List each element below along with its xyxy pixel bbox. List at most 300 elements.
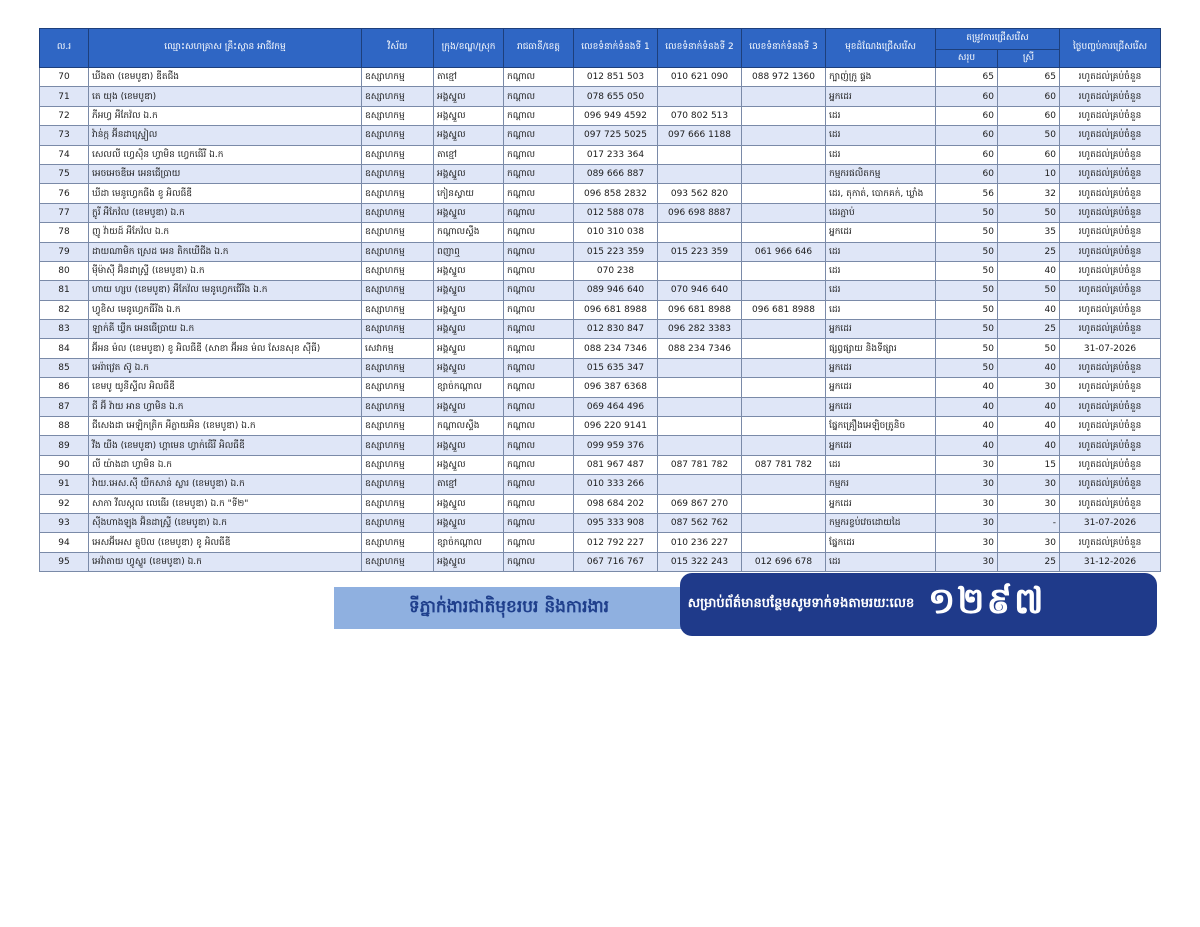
cell-deadline: រហូតដល់គ្រប់ចំនួន — [1060, 87, 1161, 106]
cell-p1: 088 234 7346 — [574, 339, 658, 358]
cell-province: កណ្ដាល — [504, 145, 574, 164]
cell-sector: ឧស្សាហកម្ម — [362, 436, 434, 455]
cell-company: ហ្វូខិស មេនូហ្វេកធីរីង ឯ.ក — [89, 300, 362, 319]
cell-total: 30 — [936, 533, 998, 552]
cell-p1: 012 851 503 — [574, 68, 658, 87]
cell-p3 — [742, 87, 826, 106]
cell-company: សេលលី ហ្វេស៊ិន ហ្វាមិន ហ្វេកធើរី ឯ.ក — [89, 145, 362, 164]
cell-p3: 061 966 646 — [742, 242, 826, 261]
cell-total: 30 — [936, 455, 998, 474]
cell-p1: 017 233 364 — [574, 145, 658, 164]
cell-district: អង្គស្នួល — [434, 126, 504, 145]
cell-female: 25 — [998, 320, 1060, 339]
cell-female: 15 — [998, 455, 1060, 474]
cell-female: 25 — [998, 242, 1060, 261]
cell-p3 — [742, 436, 826, 455]
cell-deadline: រហូតដល់គ្រប់ចំនួន — [1060, 281, 1161, 300]
cell-position: ដេរ — [826, 300, 936, 319]
cell-province: កណ្ដាល — [504, 203, 574, 222]
cell-company: ឃីងតា (ខេមបូឌា) ឌីតជីង — [89, 68, 362, 87]
cell-deadline: 31-07-2026 — [1060, 339, 1161, 358]
cell-no: 95 — [40, 552, 89, 571]
hotline-note: សម្រាប់ព័ត៌មានបន្ថែមសូមទាក់ទងតាមរយៈលេខ — [687, 596, 915, 612]
cell-sector: ឧស្សាហកម្ម — [362, 281, 434, 300]
cell-total: 50 — [936, 320, 998, 339]
cell-p2 — [658, 397, 742, 416]
table-row — [40, 455, 1161, 474]
cell-no: 88 — [40, 417, 89, 436]
cell-district: អង្គស្នួល — [434, 261, 504, 280]
header-female: ស្រី — [998, 50, 1060, 68]
cell-p2 — [658, 145, 742, 164]
cell-position: អ្នកដេរ — [826, 320, 936, 339]
cell-province: កណ្ដាល — [504, 533, 574, 552]
cell-company: ហាយ ហ្សប (ខេមបូឌា) អឹភែវ៉ល មេនូហ្វេកជើរីង ឯ.ក — [89, 281, 362, 300]
cell-p1: 012 792 227 — [574, 533, 658, 552]
cell-p3 — [742, 397, 826, 416]
cell-p2 — [658, 378, 742, 397]
header-province: រាជធានី/ខេត្ត — [504, 29, 574, 68]
cell-sector: ឧស្សាហកម្ម — [362, 261, 434, 280]
cell-p1: 096 858 2832 — [574, 184, 658, 203]
agency-name: ទីភ្នាក់ងារជាតិមុខរបរ និងការងារ — [408, 596, 610, 617]
cell-province: កណ្ដាល — [504, 455, 574, 474]
cell-district: ពញាឮ — [434, 242, 504, 261]
cell-female: 32 — [998, 184, 1060, 203]
cell-female: 50 — [998, 126, 1060, 145]
cell-province: កណ្ដាល — [504, 320, 574, 339]
cell-district: អង្គស្នួល — [434, 494, 504, 513]
cell-total: 50 — [936, 203, 998, 222]
cell-p2 — [658, 358, 742, 377]
cell-position: ដេរ — [826, 455, 936, 474]
cell-p2 — [658, 475, 742, 494]
cell-deadline: រហូតដល់គ្រប់ចំនួន — [1060, 106, 1161, 125]
cell-no: 71 — [40, 87, 89, 106]
cell-sector: ឧស្សាហកម្ម — [362, 184, 434, 203]
cell-p1: 096 949 4592 — [574, 106, 658, 125]
cell-p1: 012 588 078 — [574, 203, 658, 222]
cell-p1: 089 946 640 — [574, 281, 658, 300]
cell-company: តេ យុង (ខេមបូឌា) — [89, 87, 362, 106]
cell-p1: 015 223 359 — [574, 242, 658, 261]
hotline-number: ១២៩៧ — [928, 581, 1046, 622]
cell-p1: 095 333 908 — [574, 513, 658, 532]
cell-female: 60 — [998, 87, 1060, 106]
cell-p1: 010 333 266 — [574, 475, 658, 494]
cell-position: អ្នកដេរ — [826, 397, 936, 416]
cell-female: 50 — [998, 281, 1060, 300]
header-total: សរុប — [936, 50, 998, 68]
cell-province: កណ្ដាល — [504, 223, 574, 242]
cell-p2: 087 562 762 — [658, 513, 742, 532]
cell-deadline: 31-12-2026 — [1060, 552, 1161, 571]
cell-deadline: រហូតដល់គ្រប់ចំនួន — [1060, 242, 1161, 261]
cell-sector: ឧស្សាហកម្ម — [362, 513, 434, 532]
cell-p1: 099 959 376 — [574, 436, 658, 455]
table-row — [40, 552, 1161, 571]
cell-p3 — [742, 320, 826, 339]
cell-p2: 093 562 820 — [658, 184, 742, 203]
cell-province: កណ្ដាល — [504, 242, 574, 261]
cell-no: 80 — [40, 261, 89, 280]
cell-total: 60 — [936, 106, 998, 125]
cell-total: 40 — [936, 417, 998, 436]
cell-company: វ៉ាន់ក្ក អ៊ីនដាស្ទ្រៀល — [89, 126, 362, 145]
cell-district: អង្គស្នួល — [434, 513, 504, 532]
cell-position: ដេរ — [826, 261, 936, 280]
cell-deadline: រហូតដល់គ្រប់ចំនួន — [1060, 126, 1161, 145]
cell-p3 — [742, 145, 826, 164]
cell-p2: 087 781 782 — [658, 455, 742, 474]
cell-female: 40 — [998, 261, 1060, 280]
cell-province: កណ្ដាល — [504, 87, 574, 106]
cell-district: អង្គស្នួល — [434, 397, 504, 416]
cell-district: អង្គស្នួល — [434, 300, 504, 319]
table-row — [40, 184, 1161, 203]
cell-sector: ឧស្សាហកម្ម — [362, 203, 434, 222]
cell-district: អង្គស្នួល — [434, 106, 504, 125]
cell-deadline: 31-07-2026 — [1060, 513, 1161, 532]
cell-total: 56 — [936, 184, 998, 203]
table-row — [40, 417, 1161, 436]
cell-p1: 097 725 5025 — [574, 126, 658, 145]
cell-female: 30 — [998, 494, 1060, 513]
cell-position: អ្នកដេរ — [826, 358, 936, 377]
cell-total: 60 — [936, 126, 998, 145]
table-row — [40, 533, 1161, 552]
cell-p1: 012 830 847 — [574, 320, 658, 339]
table-row — [40, 106, 1161, 125]
cell-position: ដេរ — [826, 242, 936, 261]
cell-district: តាខ្មៅ — [434, 475, 504, 494]
cell-position: អ្នកដេរ — [826, 87, 936, 106]
cell-no: 70 — [40, 68, 89, 87]
cell-deadline: រហូតដល់គ្រប់ចំនួន — [1060, 358, 1161, 377]
header-phone-1: លេខទំនាក់ទំនងទី 1 — [574, 29, 658, 68]
cell-position: ដេរ — [826, 145, 936, 164]
table-row — [40, 378, 1161, 397]
cell-p2: 088 234 7346 — [658, 339, 742, 358]
cell-position: ដេរ — [826, 281, 936, 300]
cell-district: អង្គស្នួល — [434, 281, 504, 300]
cell-p3 — [742, 513, 826, 532]
cell-p3 — [742, 281, 826, 300]
cell-province: កណ្ដាល — [504, 261, 574, 280]
cell-district: ខ្សាច់កណ្ដាល — [434, 533, 504, 552]
cell-no: 86 — [40, 378, 89, 397]
cell-district: អង្គស្នួល — [434, 455, 504, 474]
cell-position: ដេរ — [826, 106, 936, 125]
header-company: ឈ្មោះសហគ្រាស គ្រឹះស្ថាន អាជីវកម្ម — [89, 29, 362, 68]
cell-no: 84 — [40, 339, 89, 358]
cell-sector: ឧស្សាហកម្ម — [362, 417, 434, 436]
cell-no: 72 — [40, 106, 89, 125]
cell-deadline: រហូតដល់គ្រប់ចំនួន — [1060, 436, 1161, 455]
cell-deadline: រហូតដល់គ្រប់ចំនួន — [1060, 455, 1161, 474]
cell-female: 30 — [998, 378, 1060, 397]
cell-p3 — [742, 261, 826, 280]
cell-p2: 069 867 270 — [658, 494, 742, 513]
table-row — [40, 242, 1161, 261]
cell-female: 40 — [998, 300, 1060, 319]
cell-p2: 015 322 243 — [658, 552, 742, 571]
cell-female: 50 — [998, 339, 1060, 358]
cell-position: ផ្នែកគ្រឿងអេឡិចត្រូនិច — [826, 417, 936, 436]
agency-banner — [334, 587, 684, 629]
cell-p3 — [742, 106, 826, 125]
cell-no: 93 — [40, 513, 89, 532]
table-row — [40, 320, 1161, 339]
cell-no: 87 — [40, 397, 89, 416]
cell-position: កម្មករ — [826, 475, 936, 494]
cell-female: 40 — [998, 417, 1060, 436]
cell-province: កណ្ដាល — [504, 552, 574, 571]
cell-no: 73 — [40, 126, 89, 145]
cell-province: កណ្ដាល — [504, 126, 574, 145]
cell-district: ខ្សាច់កណ្ដាល — [434, 378, 504, 397]
cell-district: តាខ្មៅ — [434, 68, 504, 87]
cell-p3: 087 781 782 — [742, 455, 826, 474]
cell-p3 — [742, 126, 826, 145]
header-position: មុខដំណែងជ្រើសរើស — [826, 29, 936, 68]
cell-company: ក្លូរី អឹភែវ៉ល (ខេមបូឌា) ឯ.ក — [89, 203, 362, 222]
hotline-banner — [680, 573, 1157, 636]
cell-p3 — [742, 164, 826, 183]
table-row — [40, 494, 1161, 513]
cell-district: អង្គស្នួល — [434, 358, 504, 377]
table-row — [40, 513, 1161, 532]
header-phone-3: លេខទំនាក់ទំនងទី 3 — [742, 29, 826, 68]
cell-total: 30 — [936, 513, 998, 532]
table-row — [40, 261, 1161, 280]
cell-company: ភីអហ្វ អឹភែវ៉ល ឯ.ក — [89, 106, 362, 125]
cell-province: កណ្ដាល — [504, 281, 574, 300]
cell-female: 40 — [998, 436, 1060, 455]
cell-female: 40 — [998, 358, 1060, 377]
cell-province: កណ្ដាល — [504, 358, 574, 377]
cell-sector: ឧស្សាហកម្ម — [362, 552, 434, 571]
cell-female: 30 — [998, 475, 1060, 494]
cell-total: 30 — [936, 494, 998, 513]
cell-district: កណ្ដាលស្ទឹង — [434, 223, 504, 242]
cell-female: 60 — [998, 145, 1060, 164]
cell-district: អង្គស្នួល — [434, 203, 504, 222]
cell-no: 81 — [40, 281, 89, 300]
cell-p2 — [658, 417, 742, 436]
cell-position: កម្មករខ្ចប់វេចដោយដៃ — [826, 513, 936, 532]
cell-p2: 096 282 3383 — [658, 320, 742, 339]
cell-p2: 070 802 513 — [658, 106, 742, 125]
cell-position: ផ្នែកដេរ — [826, 533, 936, 552]
cell-p2 — [658, 436, 742, 455]
cell-p2 — [658, 223, 742, 242]
cell-position: កម្មករផលិតកម្ម — [826, 164, 936, 183]
cell-p3 — [742, 378, 826, 397]
cell-p2 — [658, 261, 742, 280]
cell-deadline: រហូតដល់គ្រប់ចំនួន — [1060, 475, 1161, 494]
cell-position: អ្នកដេរ — [826, 494, 936, 513]
header-district: ក្រុង/ខណ្ឌ/ស្រុក — [434, 29, 504, 68]
cell-sector: ឧស្សាហកម្ម — [362, 358, 434, 377]
cell-p2: 010 236 227 — [658, 533, 742, 552]
cell-position: ដេរ, តុកាត់, បោកគក់, ឃ្លាំង — [826, 184, 936, 203]
cell-province: កណ្ដាល — [504, 494, 574, 513]
cell-p2: 070 946 640 — [658, 281, 742, 300]
cell-deadline: រហូតដល់គ្រប់ចំនួន — [1060, 223, 1161, 242]
cell-no: 74 — [40, 145, 89, 164]
cell-province: កណ្ដាល — [504, 475, 574, 494]
cell-province: កណ្ដាល — [504, 184, 574, 203]
cell-p1: 096 681 8988 — [574, 300, 658, 319]
cell-p2: 010 621 090 — [658, 68, 742, 87]
cell-total: 40 — [936, 436, 998, 455]
cell-p1: 069 464 496 — [574, 397, 658, 416]
table-row — [40, 358, 1161, 377]
cell-position: អ្នកដេរ — [826, 223, 936, 242]
cell-p1: 010 310 038 — [574, 223, 658, 242]
job-vacancy-table — [39, 28, 1161, 572]
cell-district: តាខ្មៅ — [434, 145, 504, 164]
header-needs: តម្រូវការជ្រើសរើស — [936, 29, 1060, 50]
cell-no: 92 — [40, 494, 89, 513]
cell-deadline: រហូតដល់គ្រប់ចំនួន — [1060, 300, 1161, 319]
cell-company: ជី អ៊ី វ៉ាយ អាន ហ្វាមិន ឯ.ក — [89, 397, 362, 416]
cell-p2: 015 223 359 — [658, 242, 742, 261]
cell-total: 50 — [936, 358, 998, 377]
cell-company: វ៉ាយ.អេស.ស៊ី យីកសាន់ ស្លារ (ខេមបូឌា) ឯ.ក — [89, 475, 362, 494]
cell-district: អង្គស្នួល — [434, 164, 504, 183]
cell-province: កណ្ដាល — [504, 378, 574, 397]
cell-female: 30 — [998, 533, 1060, 552]
header-deadline: ថ្ងៃបញ្ចប់ការជ្រើសរើស — [1060, 29, 1161, 68]
cell-province: កណ្ដាល — [504, 417, 574, 436]
cell-female: 60 — [998, 106, 1060, 125]
cell-province: កណ្ដាល — [504, 397, 574, 416]
cell-p1: 078 655 050 — [574, 87, 658, 106]
cell-province: កណ្ដាល — [504, 68, 574, 87]
table-row — [40, 203, 1161, 222]
table-row — [40, 87, 1161, 106]
cell-no: 94 — [40, 533, 89, 552]
cell-deadline: រហូតដល់គ្រប់ចំនួន — [1060, 320, 1161, 339]
cell-company: អ៊ីអន ម៉ល (ខេមបូឌា) ខូ អិលធីឌី (សាខា អ៊ីអន ម៉ល សែនសុខ ស៊ីធី) — [89, 339, 362, 358]
cell-sector: សេវាកម្ម — [362, 339, 434, 358]
cell-deadline: រហូតដល់គ្រប់ចំនួន — [1060, 533, 1161, 552]
cell-sector: ឧស្សាហកម្ម — [362, 164, 434, 183]
cell-sector: ឧស្សាហកម្ម — [362, 300, 434, 319]
table-body — [40, 68, 1161, 572]
table-row — [40, 300, 1161, 319]
table-row — [40, 436, 1161, 455]
cell-company: លី យ៉ាងដា ហ្វាមិន ឯ.ក — [89, 455, 362, 474]
cell-p1: 070 238 — [574, 261, 658, 280]
table-row — [40, 339, 1161, 358]
cell-sector: ឧស្សាហកម្ម — [362, 378, 434, 397]
cell-p1: 081 967 487 — [574, 455, 658, 474]
table-row — [40, 68, 1161, 87]
table-row — [40, 223, 1161, 242]
cell-district: អង្គស្នួល — [434, 552, 504, 571]
cell-no: 91 — [40, 475, 89, 494]
cell-company: អេវ៉ាតាយ ហ្វូស្ហូរ (ខេមបូឌា) ឯ.ក — [89, 552, 362, 571]
cell-total: 40 — [936, 397, 998, 416]
cell-no: 82 — [40, 300, 89, 319]
cell-sector: ឧស្សាហកម្ម — [362, 475, 434, 494]
cell-company: ឃីដា មេនូហ្វេកធីង ខូ អិលធីឌី — [89, 184, 362, 203]
cell-p3: 088 972 1360 — [742, 68, 826, 87]
cell-p3 — [742, 475, 826, 494]
cell-deadline: រហូតដល់គ្រប់ចំនួន — [1060, 203, 1161, 222]
cell-company: សាកា វីលស្កុល លេធើរ (ខេមបូឌា) ឯ.ក "ទី២" — [89, 494, 362, 513]
cell-district: កៀនស្វាយ — [434, 184, 504, 203]
cell-company: ឡាក់គី ឃ្វីក អេនធើប្រាយ ឯ.ក — [89, 320, 362, 339]
cell-deadline: រហូតដល់គ្រប់ចំនួន — [1060, 145, 1161, 164]
cell-female: 40 — [998, 397, 1060, 416]
cell-total: 50 — [936, 242, 998, 261]
cell-no: 76 — [40, 184, 89, 203]
cell-position: ដេរ — [826, 126, 936, 145]
cell-sector: ឧស្សាហកម្ម — [362, 533, 434, 552]
cell-p3 — [742, 494, 826, 513]
cell-total: 65 — [936, 68, 998, 87]
cell-position: អ្នកដេរ — [826, 436, 936, 455]
cell-province: កណ្ដាល — [504, 164, 574, 183]
cell-total: 50 — [936, 339, 998, 358]
cell-p3 — [742, 184, 826, 203]
cell-province: កណ្ដាល — [504, 300, 574, 319]
cell-p3: 096 681 8988 — [742, 300, 826, 319]
cell-p2: 096 698 8887 — [658, 203, 742, 222]
header-no: ល.រ — [40, 29, 89, 68]
cell-deadline: រហូតដល់គ្រប់ចំនួន — [1060, 164, 1161, 183]
cell-total: 30 — [936, 552, 998, 571]
cell-p3 — [742, 339, 826, 358]
cell-no: 75 — [40, 164, 89, 183]
cell-province: កណ្ដាល — [504, 106, 574, 125]
cell-sector: ឧស្សាហកម្ម — [362, 145, 434, 164]
cell-deadline: រហូតដល់គ្រប់ចំនួន — [1060, 494, 1161, 513]
cell-position: ដេរ — [826, 552, 936, 571]
cell-company: ដាយណាមិក ស្រេដ អេន តិកឃើជីង ឯ.ក — [89, 242, 362, 261]
cell-female: 50 — [998, 203, 1060, 222]
cell-total: 60 — [936, 145, 998, 164]
cell-sector: ឧស្សាហកម្ម — [362, 455, 434, 474]
cell-p1: 089 666 887 — [574, 164, 658, 183]
cell-total: 40 — [936, 378, 998, 397]
cell-sector: ឧស្សាហកម្ម — [362, 87, 434, 106]
cell-district: អង្គស្នួល — [434, 436, 504, 455]
cell-sector: ឧស្សាហកម្ម — [362, 126, 434, 145]
cell-sector: ឧស្សាហកម្ម — [362, 106, 434, 125]
cell-sector: ឧស្សាហកម្ម — [362, 242, 434, 261]
cell-total: 30 — [936, 475, 998, 494]
header-phone-2: លេខទំនាក់ទំនងទី 2 — [658, 29, 742, 68]
table-row — [40, 164, 1161, 183]
cell-sector: ឧស្សាហកម្ម — [362, 320, 434, 339]
cell-deadline: រហូតដល់គ្រប់ចំនួន — [1060, 397, 1161, 416]
cell-position: ដេរភ្ជាប់ — [826, 203, 936, 222]
cell-district: អង្គស្នួល — [434, 339, 504, 358]
cell-female: 10 — [998, 164, 1060, 183]
cell-female: 35 — [998, 223, 1060, 242]
table-row — [40, 126, 1161, 145]
cell-p1: 096 220 9141 — [574, 417, 658, 436]
cell-no: 85 — [40, 358, 89, 377]
cell-company: ម៉ីម៉ាស៊ី អ៊ិនដាស្ទ្រី (ខេមបូឌា) ឯ.ក — [89, 261, 362, 280]
cell-company: អេសអ៊ីអេស គ្លូប៊ល (ខេមបូឌា) ខូ អិលធីឌី — [89, 533, 362, 552]
cell-no: 77 — [40, 203, 89, 222]
